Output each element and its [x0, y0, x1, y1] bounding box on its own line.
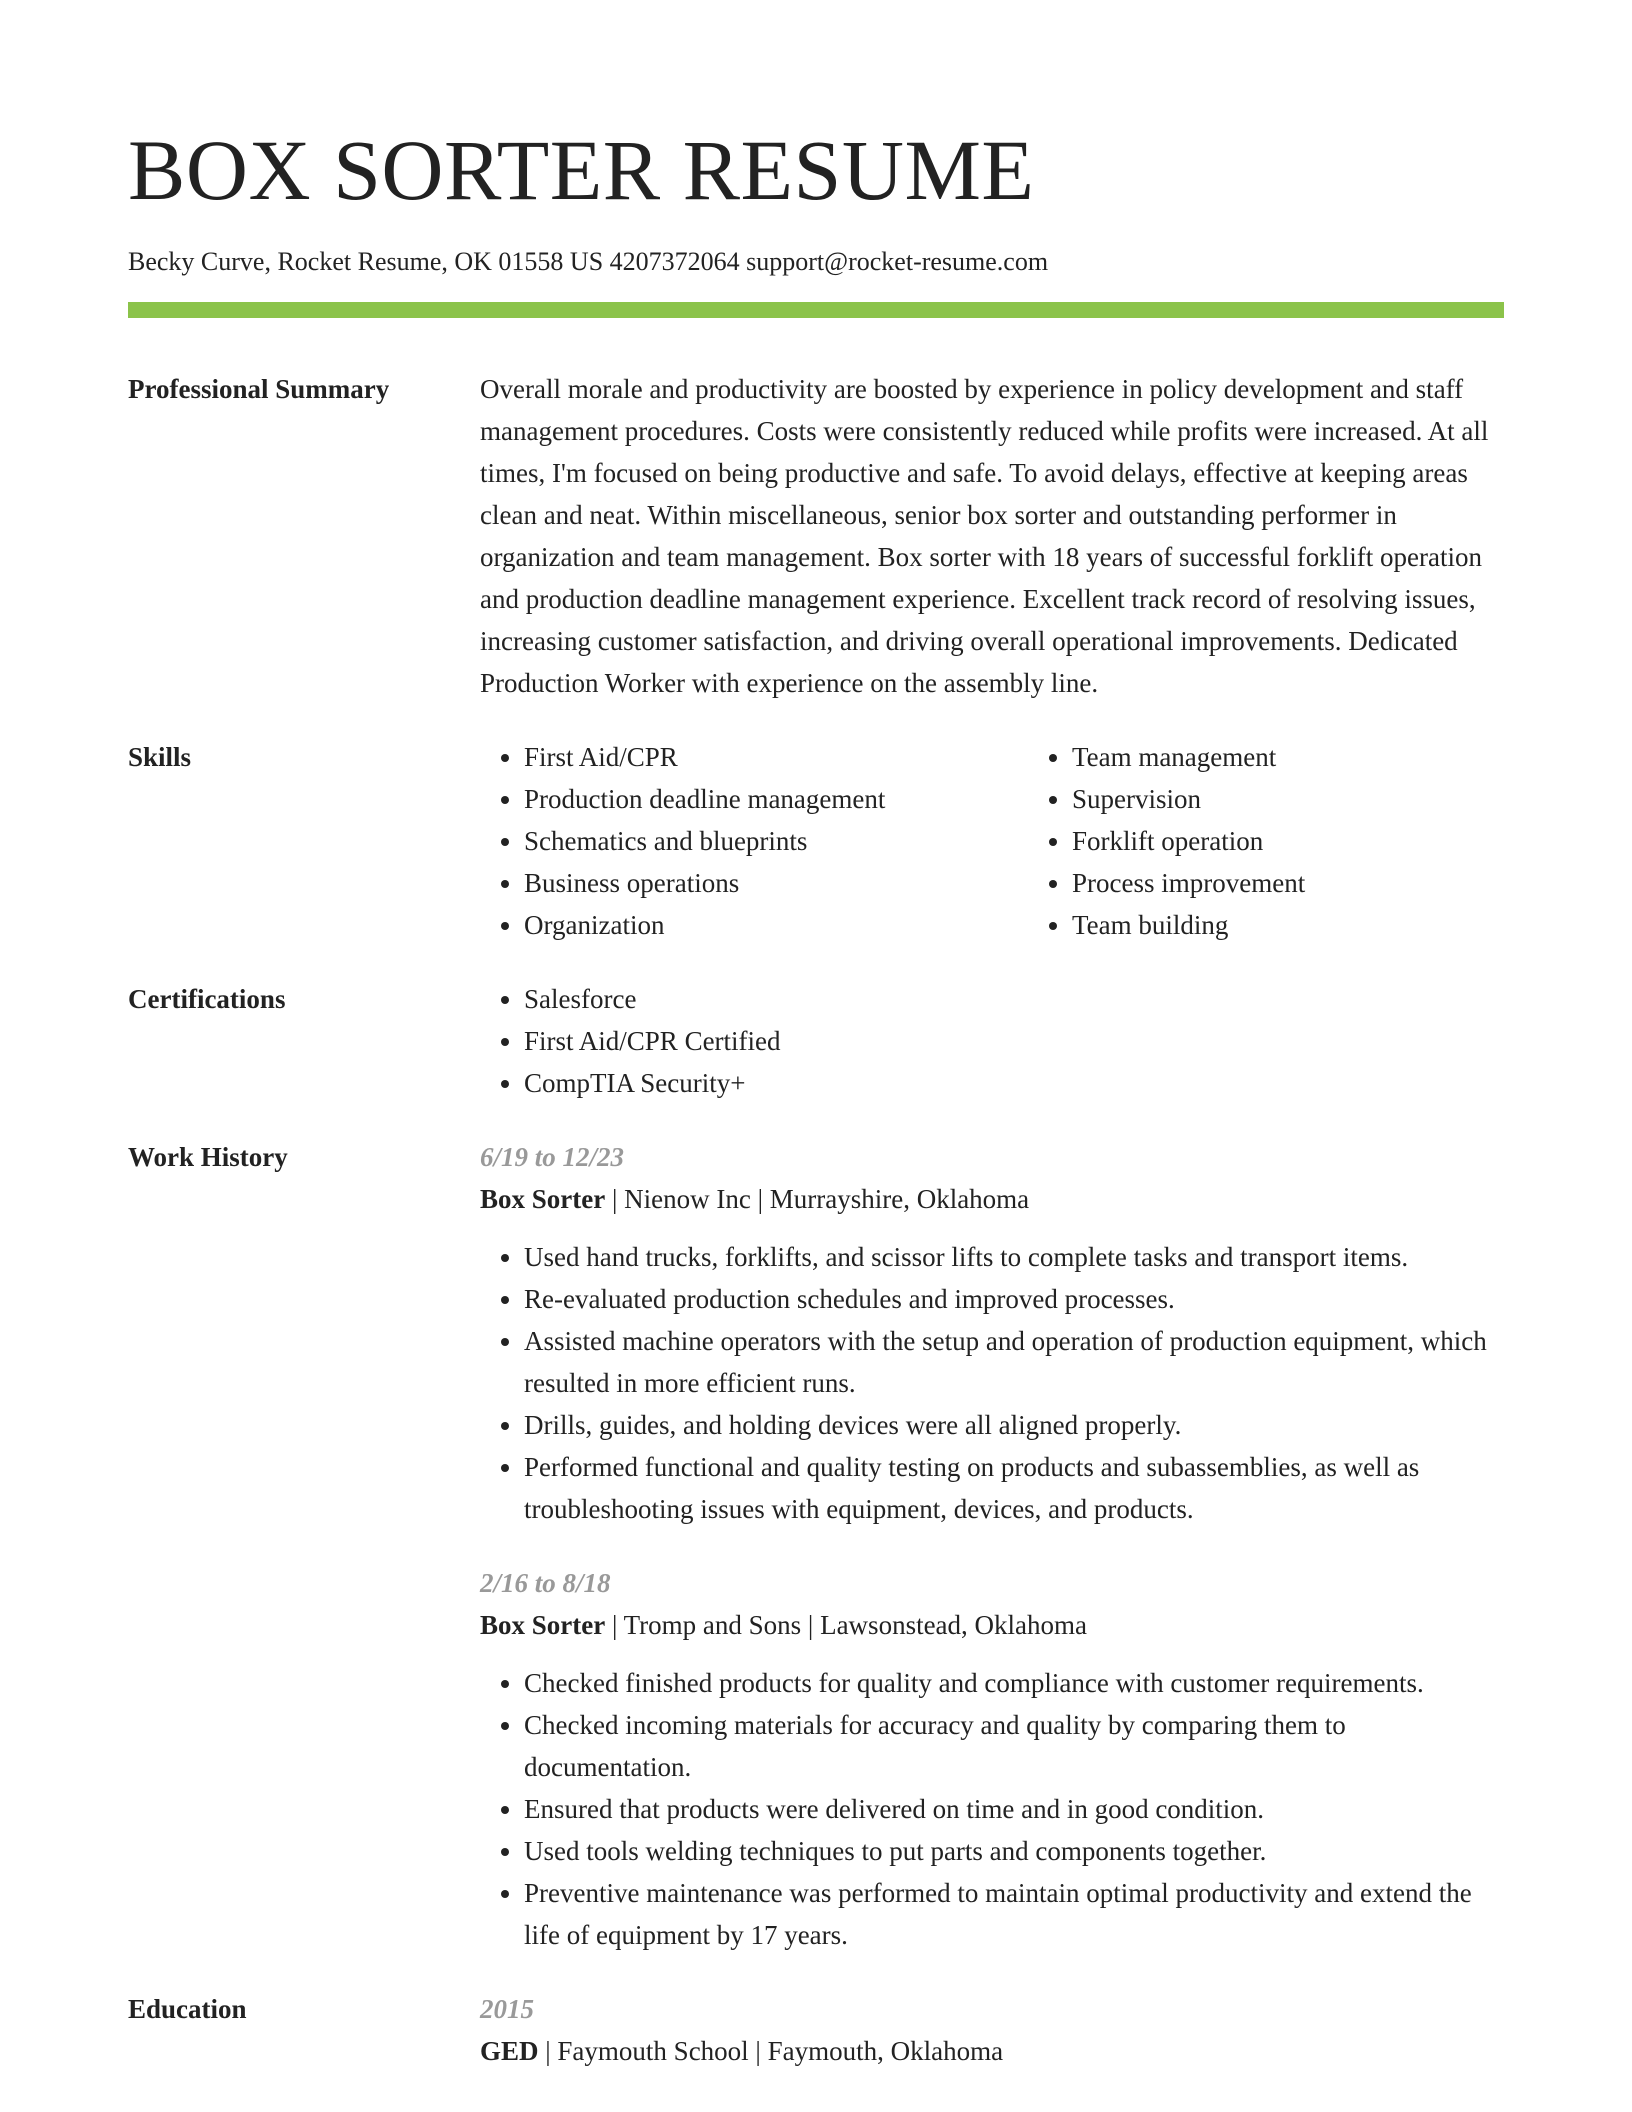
skill-item: • Organization: [524, 904, 1028, 946]
skill-item: • Production deadline management: [524, 778, 1028, 820]
certifications-body: [480, 978, 1504, 1104]
skill-item: • Business operations: [524, 862, 1028, 904]
job-bullets: [480, 1662, 1504, 1956]
work-history-body: [480, 1136, 1504, 1956]
job-role: Box Sorter: [480, 1184, 606, 1214]
job-dates: 6/19 to 12/23: [480, 1142, 625, 1172]
job-bullet: • Checked incoming materials for accuracy and quality by comparing them to documentation.: [524, 1704, 1504, 1788]
contact-line: Becky Curve, Rocket Resume, OK 01558 US 4207372064 support@rocket-resume.com: [128, 247, 1049, 276]
skill-item: • First Aid/CPR: [524, 736, 1028, 778]
job-entry: [480, 1562, 1504, 1956]
skills-column-2: [1028, 736, 1504, 946]
skill-item: • Forklift operation: [1072, 820, 1504, 862]
job-bullet: • Checked finished products for quality and compliance with customer requirements.: [524, 1662, 1504, 1704]
job-bullets: [480, 1236, 1504, 1530]
certification-item: • CompTIA Security+: [524, 1062, 1504, 1104]
skill-item: • Schematics and blueprints: [524, 820, 1028, 862]
skill-item: • Supervision: [1072, 778, 1504, 820]
education-school-location: | Faymouth School | Faymouth, Oklahoma: [538, 2036, 1004, 2066]
job-bullet: • Preventive maintenance was performed to maintain optimal productivity and extend the life of equipment by 17 years.: [524, 1872, 1504, 1956]
education-year: 2015: [480, 1994, 534, 2024]
education-degree: GED: [480, 2036, 539, 2066]
certification-item: • Salesforce: [524, 978, 1504, 1020]
job-entry: [480, 1136, 1504, 1530]
skill-item: • Team management: [1072, 736, 1504, 778]
certifications-list: [480, 978, 1504, 1104]
job-bullet: • Performed functional and quality testing on products and subassemblies, as well as troubleshooting issues with equipment, devices, and products.: [524, 1446, 1504, 1530]
education-line: [480, 2030, 1504, 2072]
job-bullet: • Used tools welding techniques to put parts and components together.: [524, 1830, 1504, 1872]
section-summary: [128, 368, 1504, 704]
job-bullet: • Drills, guides, and holding devices were all aligned properly.: [524, 1404, 1504, 1446]
job-title-line: [480, 1604, 1504, 1646]
summary-body: [480, 368, 1504, 704]
resume-title: BOX SORTER RESUME: [128, 122, 1035, 218]
job-role: Box Sorter: [480, 1610, 606, 1640]
skills-grid: [480, 736, 1504, 946]
skill-item: • Process improvement: [1072, 862, 1504, 904]
job-dates: 2/16 to 8/18: [480, 1568, 611, 1598]
summary-text: Overall morale and productivity are boosted by experience in policy development and staff management procedures. Costs were consistently reduced while profits were increased. At all times, I'm focused on being productive and safe. To avoid delays, effective at keeping areas clean and neat. Within miscellaneous, senior box sorter and outstanding performer in organization and team management. Box sorter with 18 years of successful forklift operation and production deadline management experience. Excellent track record of resolving issues, increasing customer satisfaction, and driving overall operational improvements. Dedicated Production Worker with experience on the assembly line.: [480, 374, 1489, 698]
certification-item: • First Aid/CPR Certified: [524, 1020, 1504, 1062]
job-bullet: • Re-evaluated production schedules and improved processes.: [524, 1278, 1504, 1320]
section-work-history: [128, 1136, 1504, 1956]
job-bullet: • Assisted machine operators with the setup and operation of production equipment, which resulted in more efficient runs.: [524, 1320, 1504, 1404]
skills-column-1: [480, 736, 1028, 946]
section-skills: [128, 736, 1504, 946]
education-body: [480, 1988, 1504, 2072]
section-label-certifications: Certifications: [128, 984, 286, 1014]
accent-divider: [128, 302, 1504, 318]
section-certifications: [128, 978, 1504, 1104]
section-label-education: Education: [128, 1994, 247, 2024]
job-title-line: [480, 1178, 1504, 1220]
job-bullet: • Used hand trucks, forklifts, and scissor lifts to complete tasks and transport items.: [524, 1236, 1504, 1278]
section-label-summary: Professional Summary: [128, 374, 390, 404]
job-company-location: | Nienow Inc | Murrayshire, Oklahoma: [605, 1184, 1030, 1214]
job-bullet: • Ensured that products were delivered on time and in good condition.: [524, 1788, 1504, 1830]
section-label-skills: Skills: [128, 742, 192, 772]
job-company-location: | Tromp and Sons | Lawsonstead, Oklahoma: [605, 1610, 1088, 1640]
skill-item: • Team building: [1072, 904, 1504, 946]
section-education: [128, 1988, 1504, 2072]
section-label-work-history: Work History: [128, 1142, 288, 1172]
